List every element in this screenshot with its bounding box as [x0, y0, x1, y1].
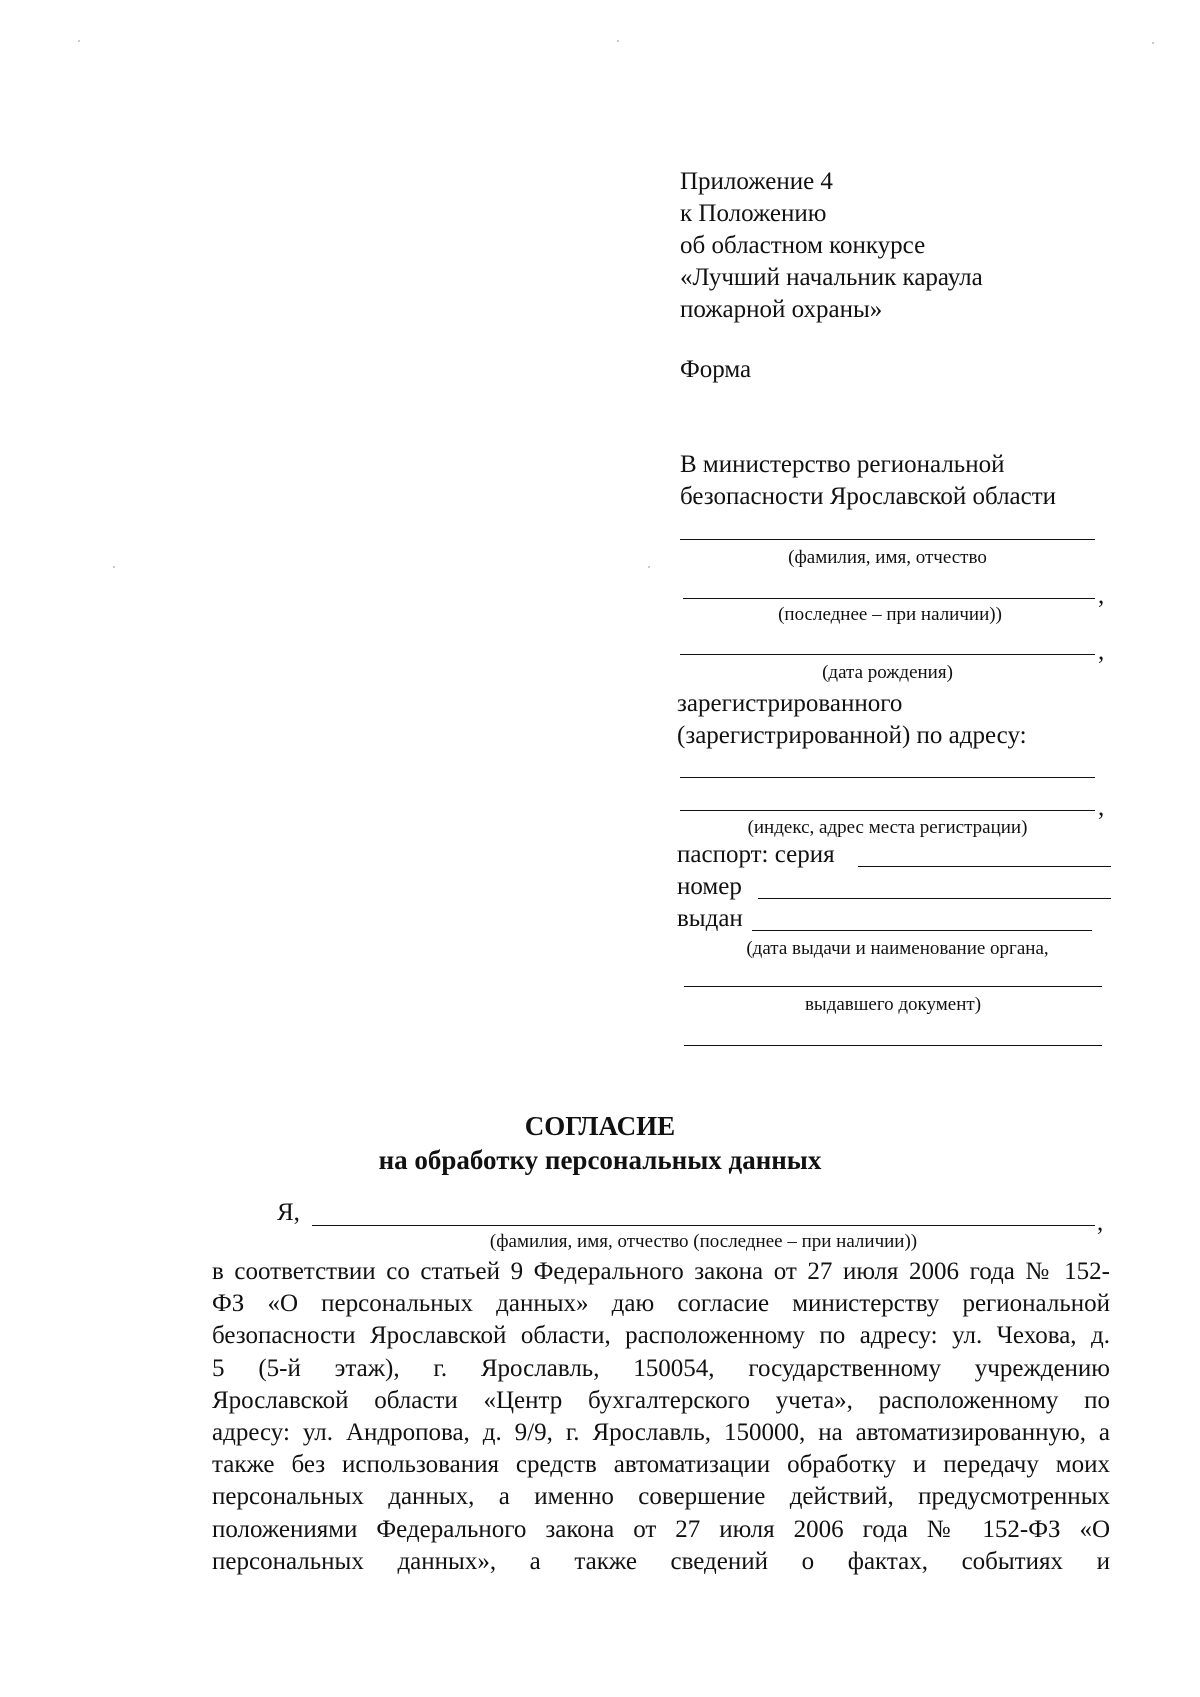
consent-subtitle: на обработку персональных данных [378, 1145, 822, 1175]
passport-series-label: паспорт: серия [677, 841, 835, 868]
address-hint: (индекс, адрес места регистрации) [747, 817, 1028, 838]
birth-date-comma: , [1098, 638, 1105, 665]
scan-speck [78, 40, 80, 42]
issuer-blank-line-1[interactable] [684, 986, 1102, 987]
appendix-number: Приложение 4 [680, 168, 833, 195]
fio-comma: , [1098, 582, 1105, 609]
passport-series-blank-line[interactable] [858, 866, 1111, 867]
birth-date-hint: (дата рождения) [822, 662, 953, 683]
consenter-fio-blank-line[interactable] [312, 1225, 1095, 1226]
consenter-fio-hint: (фамилия, имя, отчество (последнее – при наличии)) [489, 1231, 918, 1252]
fio-blank-line-2[interactable] [683, 598, 1095, 599]
appendix-to-regulation: к Положению [680, 200, 827, 227]
paragraph-line: Ярославской области «Центр бухгалтерского учета», расположенному по [212, 1386, 1110, 1414]
paragraph-line: адресу: ул. Андропова, д. 9/9, г. Ярославль, 150000, на автоматизированную, а [212, 1419, 1110, 1447]
paragraph-line: персональных данных, а именно совершение действий, предусмотренных [212, 1483, 1110, 1511]
paragraph-line: также без использования средств автоматизации обработку и передачу моих [212, 1451, 1110, 1479]
form-label: Форма [680, 356, 752, 383]
passport-issued-label: выдан [677, 905, 743, 932]
passport-issued-hint-1: (дата выдачи и наименование органа, [746, 938, 1049, 959]
paragraph-line: положениями Федерального закона от 27 июля 2006 года № 152-ФЗ «О [212, 1515, 1110, 1543]
passport-number-label: номер [677, 873, 742, 900]
addressee-line-2: безопасности Ярославской области [680, 483, 1057, 510]
issuer-blank-line-2[interactable] [684, 1045, 1102, 1046]
fio-blank-line-1[interactable] [680, 539, 1095, 540]
passport-number-blank-line[interactable] [758, 898, 1111, 899]
appendix-contest: об областном конкурсе [680, 232, 926, 259]
address-comma: , [1098, 794, 1105, 821]
passport-issued-blank-line[interactable] [752, 930, 1092, 931]
i-label: Я, [277, 1199, 300, 1226]
consent-title: СОГЛАСИЕ [524, 1111, 676, 1141]
scan-speck [617, 40, 619, 42]
paragraph-line: 5 (5-й этаж), г. Ярославль, 150054, государственному учреждению [212, 1354, 1110, 1382]
addressee-line-1: В министерство региональной [680, 451, 1005, 478]
consenter-comma: , [1097, 1209, 1104, 1236]
paragraph-line: персональных данных», а также сведений о фактах, событиях и [212, 1547, 1110, 1575]
paragraph-line: безопасности Ярославской области, расположенному по адресу: ул. Чехова, д. [212, 1322, 1110, 1350]
fio-hint-1: (фамилия, имя, отчество [788, 547, 987, 568]
scan-speck [648, 566, 650, 568]
address-blank-line-1[interactable] [680, 777, 1095, 778]
appendix-contest-name-1: «Лучший начальник караула [680, 264, 983, 291]
address-blank-line-2[interactable] [680, 810, 1095, 811]
registered-label-1: зарегистрированного [677, 690, 903, 717]
paragraph-line: в соответствии со статьей 9 Федерального закона от 27 июля 2006 года № 152- [212, 1258, 1110, 1285]
birth-date-blank-line[interactable] [680, 654, 1095, 655]
passport-issued-hint-2: выдавшего документ) [804, 994, 982, 1015]
fio-hint-2: (последнее – при наличии)) [778, 604, 1002, 625]
scan-speck [1152, 42, 1154, 44]
appendix-contest-name-2: пожарной охраны» [680, 296, 883, 323]
consent-paragraph [212, 1256, 1110, 1578]
paragraph-line: ФЗ «О персональных данных» даю согласие министерству региональной [212, 1290, 1110, 1318]
scan-speck [113, 566, 115, 568]
registered-label-2: (зарегистрированной) по адресу: [677, 722, 1027, 749]
